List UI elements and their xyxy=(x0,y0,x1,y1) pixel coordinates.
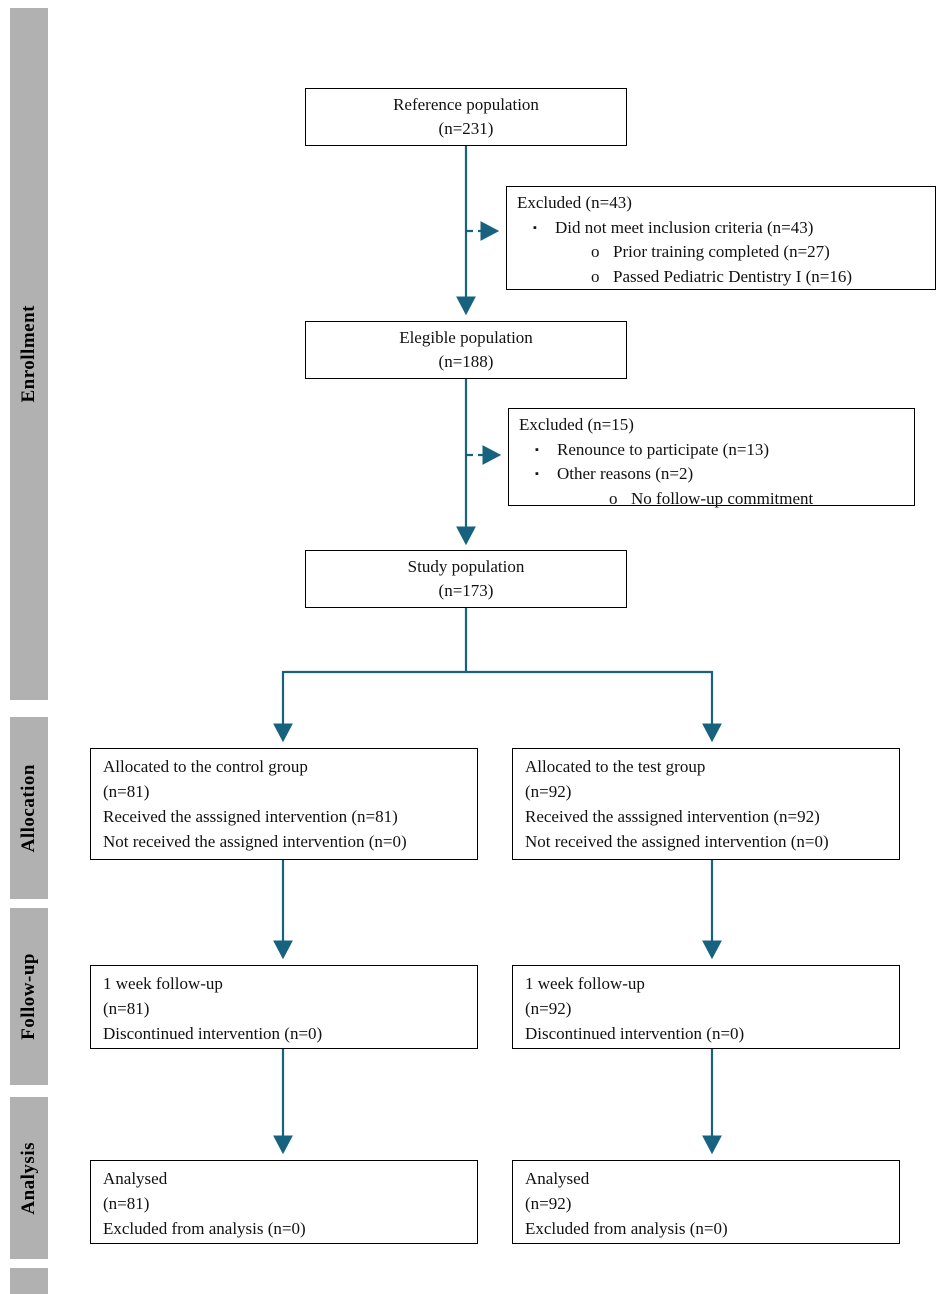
followup-test-box xyxy=(512,965,900,1049)
square-bullet-icon: ▪ xyxy=(535,443,539,456)
stage-bar-enrollment xyxy=(10,8,48,700)
bullet-text: Renounce to participate (n=13) xyxy=(557,439,770,459)
eligible-population-box xyxy=(305,321,627,379)
box-line: (n=92) xyxy=(525,999,572,1019)
box-line: Discontinued intervention (n=0) xyxy=(525,1024,745,1044)
bullet-text: Did not meet inclusion criteria (n=43) xyxy=(555,217,814,237)
box-line: (n=188) xyxy=(438,352,494,371)
stage-label-allocation: Allocation xyxy=(18,763,39,853)
analysed-test-box xyxy=(512,1160,900,1244)
bullet-text: Prior training completed (n=27) xyxy=(613,242,830,262)
box-line: (n=231) xyxy=(438,119,494,138)
allocated-test-box xyxy=(512,748,900,860)
excluded-bullet-line xyxy=(517,216,925,241)
box-line: Analysed xyxy=(103,1169,168,1188)
circle-bullet-icon: o xyxy=(591,266,600,286)
box-line: Received the asssigned intervention (n=92) xyxy=(525,807,820,827)
box-line: Allocated to the control group xyxy=(103,757,308,776)
box-line: 1 week follow-up xyxy=(103,974,223,993)
stage-label-followup: Follow-up xyxy=(18,953,39,1040)
excluded-bullet-line xyxy=(519,438,904,463)
box-line: Elegible population xyxy=(399,328,533,348)
analysed-control-box xyxy=(90,1160,478,1244)
circle-bullet-icon: o xyxy=(591,242,600,262)
box-line: (n=173) xyxy=(438,581,494,600)
box-line: (n=81) xyxy=(103,782,150,802)
box-line: Received the asssigned intervention (n=81) xyxy=(103,807,398,827)
allocated-control-box xyxy=(90,748,478,860)
stage-label-enrollment: Enrollment xyxy=(18,305,39,403)
reference-population-box xyxy=(305,88,627,146)
box-line: Not received the assigned intervention (n=0) xyxy=(103,832,407,852)
excluded-title: Excluded (n=43) xyxy=(517,193,632,212)
study-population-box xyxy=(305,550,627,608)
bullet-text: Other reasons (n=2) xyxy=(557,464,694,484)
bullet-text: No follow-up commitment xyxy=(631,488,814,508)
excluded-subbullet-line xyxy=(517,265,925,290)
excluded-subbullet-line xyxy=(517,240,925,265)
circle-bullet-icon: o xyxy=(609,488,618,508)
box-line: Study population xyxy=(407,557,525,577)
excluded-box-2 xyxy=(508,408,915,506)
box-line: Analysed xyxy=(525,1169,590,1188)
excluded-box-1 xyxy=(506,186,936,290)
box-line: (n=92) xyxy=(525,782,572,802)
box-line: Not received the assigned intervention (n=0) xyxy=(525,832,829,852)
box-line: (n=81) xyxy=(103,1194,150,1214)
excluded-title: Excluded (n=15) xyxy=(519,415,634,434)
stage-bar-followup xyxy=(10,908,48,1085)
box-line: Discontinued intervention (n=0) xyxy=(103,1024,323,1044)
square-bullet-icon: ▪ xyxy=(533,221,537,234)
stage-bar-analysis xyxy=(10,1097,48,1259)
stage-bar-partial xyxy=(10,1268,48,1294)
box-line: Reference population xyxy=(393,95,539,115)
square-bullet-icon: ▪ xyxy=(535,468,539,481)
stage-bar-allocation xyxy=(10,717,48,899)
excluded-bullet-line xyxy=(519,462,904,487)
box-line: Excluded from analysis (n=0) xyxy=(103,1219,306,1239)
box-line: Allocated to the test group xyxy=(525,757,706,776)
box-line: (n=81) xyxy=(103,999,150,1019)
followup-control-box xyxy=(90,965,478,1049)
box-line: (n=92) xyxy=(525,1194,572,1214)
box-line: Excluded from analysis (n=0) xyxy=(525,1219,728,1239)
box-line: 1 week follow-up xyxy=(525,974,645,993)
bullet-text: Passed Pediatric Dentistry I (n=16) xyxy=(613,266,853,286)
excluded-subbullet-line xyxy=(519,487,904,512)
stage-label-analysis: Analysis xyxy=(18,1141,39,1215)
